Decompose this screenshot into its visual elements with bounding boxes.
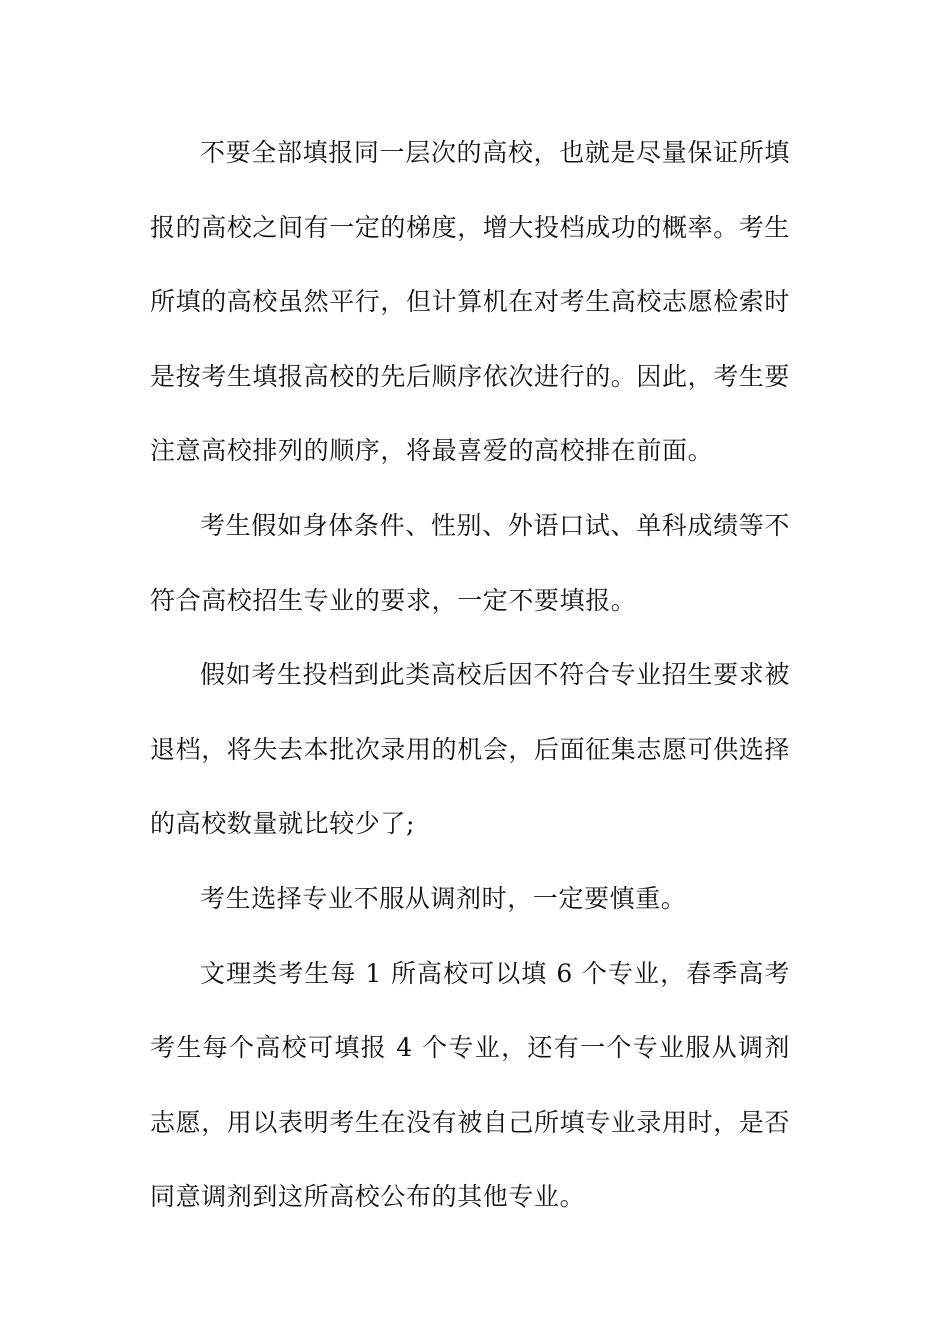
document-body <box>150 116 790 1235</box>
paragraph-adjustment-caution: 考生选择专业不服从调剂时，一定要慎重。 <box>200 883 687 913</box>
paragraph-physical-requirements: 考生假如身体条件、性别、外语口试、单科成绩等不符合高校招生专业的要求，一定不要填报。 <box>150 510 790 615</box>
paragraph-school-gradient: 不要全部填报同一层次的高校，也就是尽量保证所填报的高校之间有一定的梯度，增大投档成功的概率。考生所填的高校虽然平行，但计算机在对考生高校志愿检索时是按考生填报高校的先后顺序依次进行的。因此，考生要注意高校排列的顺序，将最喜爱的高校排在前面。 <box>150 138 791 466</box>
paragraph-rejection-consequence: 假如考生投档到此类高校后因不符合专业招生要求被退档，将失去本批次录用的机会，后面征集志愿可供选择的高校数量就比较少了; <box>150 660 791 839</box>
paragraph-major-count: 文理类考生每 1 所高校可以填 6 个专业，春季高考考生每个高校可填报 4 个专业，还有一个专业服从调剂志愿，用以表明考生在没有被自己所填专业录用时，是否同意调剂到这所高校公布的其他专业。 <box>150 958 791 1212</box>
